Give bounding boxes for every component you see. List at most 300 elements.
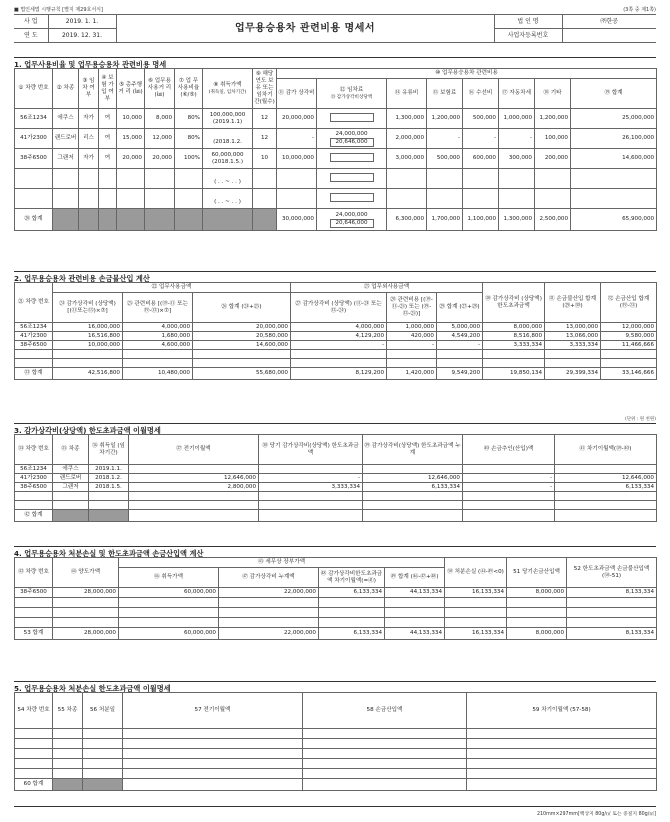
- s1-no: 41가2300: [15, 129, 53, 149]
- s1-rentdep-box: [330, 113, 374, 122]
- s4-dep: [219, 608, 319, 618]
- s4-cur: [507, 598, 567, 608]
- table-row: [15, 149, 657, 169]
- s1-cost: [203, 169, 253, 189]
- table-cell: [467, 759, 657, 769]
- s1-h-type: ② 차종: [53, 69, 79, 109]
- s1-total-sum: 65,900,000: [571, 209, 657, 231]
- s1-repair: 600,000: [463, 149, 499, 169]
- s2-c: 20,000,000: [193, 323, 291, 332]
- s4-over: 8,133,334: [567, 588, 657, 598]
- s2-total-g: 19,850,134: [483, 368, 545, 380]
- section5-title: 5. 업무용승용차 처분손실 한도초과금액 이월명세: [14, 681, 656, 694]
- s2-f: [437, 350, 483, 359]
- s2-total-e: 1,420,000: [387, 368, 437, 380]
- s3-rec: [463, 465, 555, 474]
- s1-rentdep-box: [330, 173, 374, 182]
- s1-biz: 12,000: [145, 129, 175, 149]
- s1-sum: 25,000,000: [571, 109, 657, 129]
- s1-etc: [535, 189, 571, 209]
- s3-prev: [129, 492, 259, 501]
- period-start: 2019. 1. 1.: [48, 15, 116, 29]
- gray-cell: [89, 510, 129, 522]
- gray-cell: [145, 209, 175, 231]
- s1-cost-date: (2018.1.2.: [213, 138, 242, 145]
- table-cell: [303, 739, 467, 749]
- s1-repair: [463, 189, 499, 209]
- s3-prev: [129, 501, 259, 510]
- s4-loss: [445, 618, 507, 628]
- s1-fuel: 1,300,000: [387, 109, 427, 129]
- s1-insf: 1,200,000: [427, 109, 463, 129]
- s1-ins: [99, 169, 117, 189]
- s2-h-biz-amount: ㉒ 업무사용금액: [53, 283, 291, 293]
- s1-insf: [427, 169, 463, 189]
- s1-h-repair: ⑯ 수선비: [463, 79, 499, 109]
- table-row: [15, 323, 657, 332]
- s2-a: [53, 350, 123, 359]
- section4-title: 4. 업무용승용차 처분손실 및 한도초과금액 손금산입액 계산: [14, 546, 656, 559]
- gray-cell: [53, 779, 83, 791]
- s1-total-row: [15, 209, 657, 231]
- s1-h-etc: ⑱ 기타: [535, 79, 571, 109]
- form-title: 업무용승용차 관련비용 명세서: [116, 15, 494, 43]
- s5-total-row: [15, 779, 657, 791]
- s3-date: [89, 501, 129, 510]
- s2-d: -: [291, 341, 387, 350]
- header-table: [14, 14, 656, 43]
- form-top-line: [14, 4, 656, 14]
- table-row: [15, 759, 657, 769]
- s1-no: 38주6500: [15, 149, 53, 169]
- s1-rent: [317, 109, 387, 129]
- s1-h-cost-sub: (취득일, 임차기간): [208, 89, 247, 95]
- s2-no: 38주6500: [15, 341, 53, 350]
- s2-i: [601, 359, 657, 368]
- s1-lease: [79, 169, 99, 189]
- s1-rentdep-box: [330, 153, 374, 162]
- table-row: [15, 359, 657, 368]
- s2-g: [483, 359, 545, 368]
- s2-f: -: [437, 341, 483, 350]
- table-cell: [53, 759, 83, 769]
- s3-acc: [363, 492, 463, 501]
- s1-h-rent: [317, 79, 387, 109]
- s3-h-vehicle-no: ㉞ 차량 번호: [15, 435, 53, 465]
- s1-insf: 500,000: [427, 149, 463, 169]
- s2-no: [15, 359, 53, 368]
- s4-over: [567, 608, 657, 618]
- gray-cell: [53, 209, 79, 231]
- s1-total: [117, 189, 145, 209]
- s2-b: [123, 359, 193, 368]
- s1-cost: [203, 189, 253, 209]
- table-cell: [15, 729, 53, 739]
- table-cell: [123, 779, 303, 791]
- s1-cost-date: (2018.1.5.): [211, 158, 244, 165]
- s1-cost: [203, 149, 253, 169]
- s3-no: 38주6500: [15, 483, 53, 492]
- s1-rent-value: 24,000,000: [335, 130, 368, 137]
- s4-acq: 60,000,000: [119, 588, 219, 598]
- s3-body: [15, 465, 657, 522]
- table-cell: [303, 729, 467, 739]
- table-cell: [123, 739, 303, 749]
- s1-insf: [427, 189, 463, 209]
- s4-no: [15, 608, 53, 618]
- table-row: [15, 189, 657, 209]
- s3-h-prev: ㊲ 전기이월액: [129, 435, 259, 465]
- s4-total-loss: 16,133,334: [445, 628, 507, 640]
- section2-table: [14, 282, 657, 380]
- s3-total-row: [15, 510, 657, 522]
- s4-limit: [319, 618, 385, 628]
- s1-h-sum: ⑲ 합계: [571, 79, 657, 109]
- s2-total-i: 33,146,666: [601, 368, 657, 380]
- s1-total-rentdep-box: 20,646,000: [330, 219, 374, 228]
- s3-type: [53, 501, 89, 510]
- s4-total-over: 8,133,334: [567, 628, 657, 640]
- s1-total-rent: [317, 209, 387, 231]
- s3-date: 2018.1.5.: [89, 483, 129, 492]
- s4-h-sum: ㊾ 합계 (㊻-㊼+㊽): [385, 568, 445, 588]
- table-cell: [15, 739, 53, 749]
- s1-h-insurance: ④ 보험 가입 여부: [99, 69, 117, 109]
- s2-total-a: 42,516,800: [53, 368, 123, 380]
- s1-fuel: [387, 169, 427, 189]
- s1-rent: [317, 189, 387, 209]
- table-cell: [303, 749, 467, 759]
- table-cell: [467, 769, 657, 779]
- s3-total-next: [555, 510, 657, 522]
- s4-acq: [119, 618, 219, 628]
- s3-cur: [259, 492, 363, 501]
- s3-date: 2019.1.1.: [89, 465, 129, 474]
- s2-e: 1,000,000: [387, 323, 437, 332]
- s2-total-b: 10,480,000: [123, 368, 193, 380]
- s1-h-insurance-fee: ⑮ 보험료: [427, 79, 463, 109]
- s4-sale: [53, 598, 119, 608]
- section3-table: [14, 434, 657, 522]
- s1-total-dep: 30,000,000: [277, 209, 317, 231]
- s4-cur: [507, 608, 567, 618]
- s2-h-biz-sum: ㉖ 합계 (㉔+㉕): [193, 293, 291, 323]
- s1-h-fuel: ⑭ 유류비: [387, 79, 427, 109]
- table-cell: [83, 759, 123, 769]
- s2-h-deduct-sum: ㉜ 손금산입 합계 (⑲-㉛): [601, 283, 657, 323]
- s1-total-fuel: 6,300,000: [387, 209, 427, 231]
- s3-no: [15, 501, 53, 510]
- table-row: [15, 608, 657, 618]
- s1-ratio: [175, 169, 203, 189]
- s3-no: 56조1234: [15, 465, 53, 474]
- s2-h-nondeduct-sum: ㉛ 손금불산입 합계 (㉙+㉚): [545, 283, 601, 323]
- s1-h-vehicle-no: ① 차량 번호: [15, 69, 53, 109]
- table-row: [15, 729, 657, 739]
- s3-prev: [129, 465, 259, 474]
- s2-a: 10,000,000: [53, 341, 123, 350]
- table-cell: [303, 769, 467, 779]
- s1-rent: [317, 169, 387, 189]
- s3-h-type: ㉟ 차종: [53, 435, 89, 465]
- table-cell: [53, 729, 83, 739]
- gray-cell: [99, 209, 117, 231]
- table-row: [15, 588, 657, 598]
- s2-c: [193, 359, 291, 368]
- table-cell: [83, 749, 123, 759]
- s3-total-rec: [463, 510, 555, 522]
- s1-type: 랜드로버: [53, 129, 79, 149]
- s2-i: [601, 350, 657, 359]
- table-row: [15, 465, 657, 474]
- s3-total-label: ㊷ 합계: [15, 510, 53, 522]
- gray-cell: [203, 209, 253, 231]
- s3-h-next: ㊶ 차기이월액(㊴-㊵): [555, 435, 657, 465]
- table-row: [15, 169, 657, 189]
- s1-no: 56조1234: [15, 109, 53, 129]
- s2-no: 41가2300: [15, 332, 53, 341]
- s1-total: 15,000: [117, 129, 145, 149]
- s3-next: 12,646,000: [555, 474, 657, 483]
- s3-rec: -: [463, 483, 555, 492]
- s3-type: 그랜저: [53, 483, 89, 492]
- s4-loss: [445, 598, 507, 608]
- s1-etc: 100,000: [535, 129, 571, 149]
- s4-no: [15, 618, 53, 628]
- table-cell: [123, 729, 303, 739]
- s1-repair: [463, 169, 499, 189]
- s4-total-limit: 6,133,334: [319, 628, 385, 640]
- s4-no: 38주6500: [15, 588, 53, 598]
- table-row: [15, 492, 657, 501]
- s1-cost-value: 60,000,000: [211, 151, 244, 158]
- gray-cell: [175, 209, 203, 231]
- table-cell: [467, 779, 657, 791]
- s2-h-dep-over: ㉚ 감가상각비 (상당액) 한도초과금액: [483, 283, 545, 323]
- s1-sum: [571, 189, 657, 209]
- table-row: [15, 129, 657, 149]
- s2-i: 9,580,000: [601, 332, 657, 341]
- s1-total-tax: 1,300,000: [499, 209, 535, 231]
- s1-lease: [79, 189, 99, 209]
- s1-body: [15, 109, 657, 231]
- s1-biz: 20,000: [145, 149, 175, 169]
- gray-cell: [117, 209, 145, 231]
- s2-h-nonbiz-sum: ㉙ 합계 (㉗+㉘): [437, 293, 483, 323]
- s5-h-disposal-date: 56 처분일: [83, 693, 123, 729]
- s1-months: 12: [253, 109, 277, 129]
- s1-tax: [499, 169, 535, 189]
- s1-months: [253, 169, 277, 189]
- s2-total-c: 55,680,000: [193, 368, 291, 380]
- s1-h-months: ⑨ 해당연도 보유 또는 임차기간(월수): [253, 69, 277, 109]
- s1-months: 12: [253, 129, 277, 149]
- s2-no: 56조1234: [15, 323, 53, 332]
- s2-total-f: 9,549,200: [437, 368, 483, 380]
- table-cell: [303, 759, 467, 769]
- table-cell: [53, 739, 83, 749]
- section1-title: 1. 업무사용비율 및 업무용승용차 관련비용 명세: [14, 57, 656, 70]
- s2-no: [15, 350, 53, 359]
- s1-h-car-tax: ⑰ 자동차세: [499, 79, 535, 109]
- s2-e: -: [387, 341, 437, 350]
- s2-b: [123, 350, 193, 359]
- s2-a: [53, 359, 123, 368]
- s1-insf: -: [427, 129, 463, 149]
- s4-cur: 8,000,000: [507, 588, 567, 598]
- s1-sum: 14,600,000: [571, 149, 657, 169]
- s3-next: [555, 465, 657, 474]
- section5-table: [14, 692, 657, 791]
- s2-f: 5,000,000: [437, 323, 483, 332]
- s4-no: [15, 598, 53, 608]
- s1-total-label: ⑳ 합계: [15, 209, 53, 231]
- s5-h-type: 55 차종: [53, 693, 83, 729]
- s1-total-insf: 1,700,000: [427, 209, 463, 231]
- table-row: [15, 501, 657, 510]
- s1-ins: 여: [99, 129, 117, 149]
- table-cell: [15, 749, 53, 759]
- s4-sum: 44,133,334: [385, 588, 445, 598]
- table-row: [15, 618, 657, 628]
- s1-repair: 500,000: [463, 109, 499, 129]
- s3-type: [53, 492, 89, 501]
- table-row: [15, 332, 657, 341]
- s1-h-related-costs: ⑩ 업무용승용차 관련비용: [277, 69, 657, 79]
- s1-no: [15, 189, 53, 209]
- s1-h-ratio: ⑦ 업 무 사용비율 (⑥/⑤): [175, 69, 203, 109]
- s4-h-sale: ㊹ 양도가액: [53, 558, 119, 588]
- table-row: [15, 749, 657, 759]
- s2-i: 11,466,666: [601, 341, 657, 350]
- s3-rec: -: [463, 474, 555, 483]
- table-row: [15, 739, 657, 749]
- footer-line: [14, 806, 656, 807]
- table-row: [15, 109, 657, 129]
- s2-a: 16,516,800: [53, 332, 123, 341]
- s4-total-dep: 22,000,000: [219, 628, 319, 640]
- table-cell: [53, 749, 83, 759]
- section2-title: 2. 업무용승용차 관련비용 손금불산입 계산: [14, 271, 656, 284]
- period-label-top: 사 업: [14, 15, 48, 29]
- s1-ins: [99, 189, 117, 209]
- s3-date: [89, 492, 129, 501]
- period-label-bottom: 연 도: [14, 29, 48, 43]
- s2-d: 4,000,000: [291, 323, 387, 332]
- table-cell: [83, 739, 123, 749]
- table-row: [15, 350, 657, 359]
- s3-cur: 3,333,334: [259, 483, 363, 492]
- s4-h-limit: ㊽ 감가상각비한도초과금액 차기이월액(=㊶): [319, 568, 385, 588]
- s4-h-cur-deduct: 51 당기손금산입액: [507, 558, 567, 588]
- s1-cost-date: ( . . ~ . . ): [214, 178, 241, 185]
- s4-h-vehicle-no: ㊸ 차량 번호: [15, 558, 53, 588]
- s2-b: 4,000,000: [123, 323, 193, 332]
- s1-etc: [535, 169, 571, 189]
- s1-cost-date: (2019.1.1): [212, 118, 243, 125]
- table-cell: [83, 769, 123, 779]
- table-cell: [123, 749, 303, 759]
- s2-h: [545, 350, 601, 359]
- s3-acc: 12,646,000: [363, 474, 463, 483]
- s1-lease: 리스: [79, 129, 99, 149]
- s1-cost-value: 100,000,000: [209, 111, 246, 118]
- s1-no: [15, 169, 53, 189]
- s1-total-rent-value: 24,000,000: [335, 211, 368, 218]
- s1-type: [53, 169, 79, 189]
- s1-total: [117, 169, 145, 189]
- s1-total: 20,000: [117, 149, 145, 169]
- s1-fuel: [387, 189, 427, 209]
- s3-cur: -: [259, 474, 363, 483]
- s4-total-sum: 44,133,334: [385, 628, 445, 640]
- s2-h-biz-related: ㉕ 관련비용 [(⑲-⑪ 또는 ⑲-⑬)×⑦]: [123, 293, 193, 323]
- s2-body: [15, 323, 657, 380]
- s2-c: 14,600,000: [193, 341, 291, 350]
- s1-total-repair: 1,100,000: [463, 209, 499, 231]
- s2-e: 420,000: [387, 332, 437, 341]
- s4-limit: [319, 608, 385, 618]
- s4-h-over-nondeduct: 52 한도초과금액 손금불산입액 (㊿-51): [567, 558, 657, 588]
- corp-name: ㈜한공: [562, 15, 656, 29]
- s3-next: 6,133,334: [555, 483, 657, 492]
- s4-body: [15, 588, 657, 640]
- s2-total-d: 8,129,200: [291, 368, 387, 380]
- s2-total-h: 29,399,334: [545, 368, 601, 380]
- s1-rentdep-box: 20,646,000: [330, 138, 374, 147]
- s2-g: 8,000,000: [483, 323, 545, 332]
- s3-prev: 2,800,000: [129, 483, 259, 492]
- s1-ratio: 100%: [175, 149, 203, 169]
- gray-cell: [79, 209, 99, 231]
- table-cell: [15, 769, 53, 779]
- s3-h-cur-over: ㊳ 당기 감가상각비(상당액) 한도초과금액: [259, 435, 363, 465]
- table-row: [15, 769, 657, 779]
- s4-loss: 16,133,334: [445, 588, 507, 598]
- s4-acq: [119, 608, 219, 618]
- s3-rec: [463, 492, 555, 501]
- s2-d: [291, 350, 387, 359]
- s4-sale: [53, 608, 119, 618]
- s2-b: 4,600,000: [123, 341, 193, 350]
- s4-dep: 22,000,000: [219, 588, 319, 598]
- s1-h-total-dist: ⑤ 총주행 거 리 (㎞): [117, 69, 145, 109]
- s1-ratio: [175, 189, 203, 209]
- s4-cur: [507, 618, 567, 628]
- table-cell: [123, 769, 303, 779]
- table-row: [15, 341, 657, 350]
- s4-limit: [319, 598, 385, 608]
- table-row: [15, 474, 657, 483]
- s2-i: 12,000,000: [601, 323, 657, 332]
- table-cell: [123, 759, 303, 769]
- paper-spec: 210mm×297mm[백상지 80g/㎡ 또는 중질지 80g/㎡]: [536, 812, 656, 817]
- s5-h-prev: 57 전기이월액: [123, 693, 303, 729]
- s2-b: 1,680,000: [123, 332, 193, 341]
- section3-title: 3. 감가상각비(상당액) 한도초과금액 이월명세: [14, 423, 656, 436]
- s4-h-loss: ㊿ 처분손실 (㊹-㊾<0): [445, 558, 507, 588]
- s1-sum: 26,100,000: [571, 129, 657, 149]
- s4-h-dep-acc: ㊼ 감가상각비 누계액: [219, 568, 319, 588]
- s3-h-recovery: ㊵ 손금추인(산입)액: [463, 435, 555, 465]
- law-reference: ■ 법인세법 시행규칙 [별지 제29호서식]: [14, 7, 103, 13]
- s2-g: 3,333,334: [483, 341, 545, 350]
- s2-h: 3,333,334: [545, 341, 601, 350]
- s1-total: 10,000: [117, 109, 145, 129]
- s2-e: [387, 359, 437, 368]
- s1-months: 10: [253, 149, 277, 169]
- s1-h-depreciation: ⑪ 감가 상각비: [277, 79, 317, 109]
